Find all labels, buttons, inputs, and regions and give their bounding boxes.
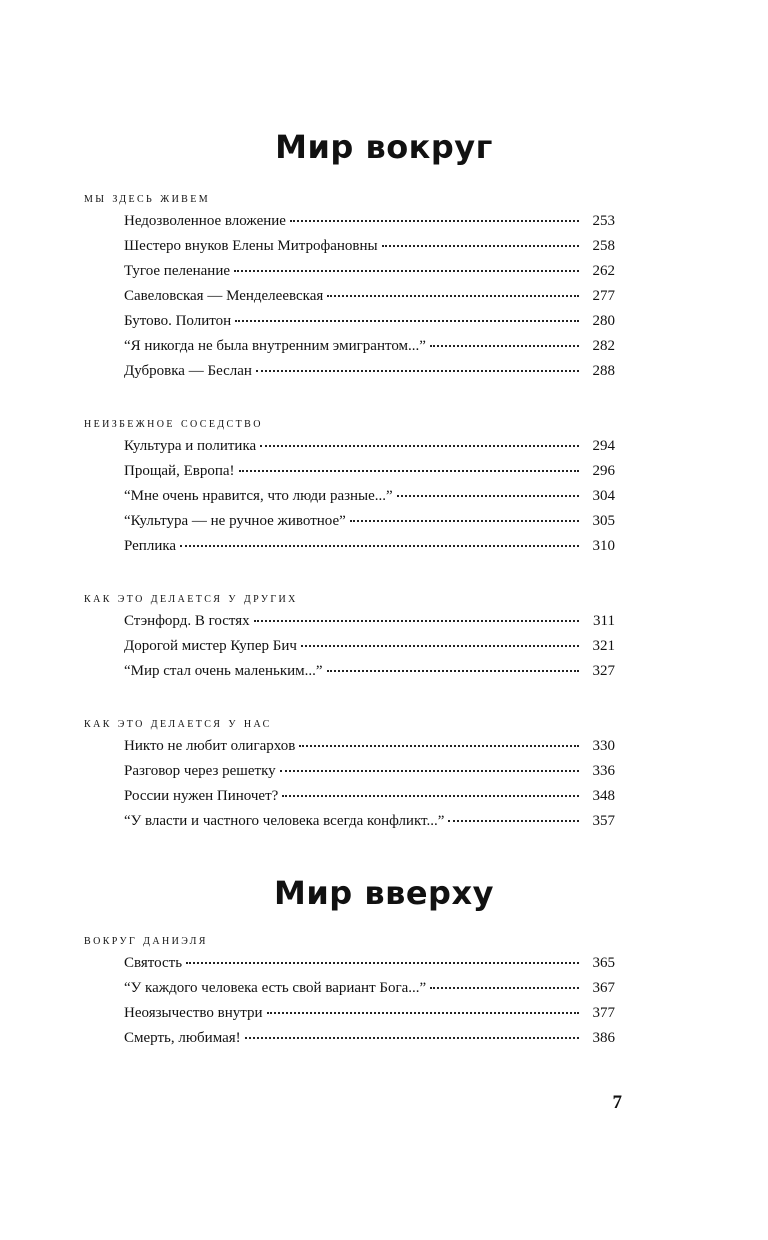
section-entries — [124, 613, 615, 688]
entry-page: 304 — [592, 488, 615, 504]
leader-dots — [448, 819, 579, 822]
entry-title: Неоязычество внутри — [124, 1005, 263, 1021]
leader-dots — [430, 344, 579, 347]
entry-title: Дорогой мистер Купер Бич — [124, 638, 297, 654]
entry-page: 282 — [592, 338, 615, 354]
toc-entry[interactable] — [124, 313, 615, 338]
leader-dots — [254, 619, 579, 622]
toc-entry[interactable] — [124, 638, 615, 663]
leader-dots — [290, 219, 579, 222]
entry-page: 288 — [592, 363, 615, 379]
toc-entry[interactable] — [124, 338, 615, 363]
toc-entry[interactable] — [124, 980, 615, 1005]
entry-page: 377 — [592, 1005, 615, 1021]
entry-page: 336 — [592, 763, 615, 779]
leader-dots — [186, 961, 579, 964]
leader-dots — [301, 644, 579, 647]
entry-page: 253 — [592, 213, 615, 229]
part-title-world-around: Мир вокруг — [275, 128, 493, 166]
section-title: мы здесь живем — [84, 190, 211, 206]
leader-dots — [282, 794, 579, 797]
entry-title: “Я никогда не была внутренним эмигрантом...” — [124, 338, 426, 354]
toc-entry[interactable] — [124, 263, 615, 288]
page-number: 7 — [612, 1092, 622, 1113]
section-entries — [124, 738, 615, 838]
toc-entry[interactable] — [124, 1005, 615, 1030]
leader-dots — [245, 1036, 579, 1039]
entry-page: 386 — [592, 1030, 615, 1046]
leader-dots — [234, 269, 579, 272]
entry-title: Реплика — [124, 538, 177, 554]
toc-entry[interactable] — [124, 238, 615, 263]
toc-entry[interactable] — [124, 738, 615, 763]
leader-dots — [382, 244, 579, 247]
leader-dots — [267, 1011, 579, 1014]
leader-dots — [256, 369, 579, 372]
leader-dots — [327, 669, 579, 672]
entry-title: России нужен Пиночет? — [124, 788, 279, 804]
toc-entry[interactable] — [124, 538, 615, 563]
entry-page: 348 — [592, 788, 615, 804]
entry-title: Культура и политика — [124, 438, 257, 454]
entry-page: 305 — [592, 513, 615, 529]
entry-page: 258 — [592, 238, 615, 254]
toc-entry[interactable] — [124, 363, 615, 388]
entry-title: Святость — [124, 955, 183, 971]
entry-page: 262 — [592, 263, 615, 279]
toc-entry[interactable] — [124, 813, 615, 838]
entry-page: 367 — [592, 980, 615, 996]
section-entries — [124, 438, 615, 563]
section-entries — [124, 955, 615, 1055]
entry-page: 280 — [592, 313, 615, 329]
entry-page: 296 — [592, 463, 615, 479]
section-title: как это делается у других — [84, 590, 298, 606]
toc-entry[interactable] — [124, 1030, 615, 1055]
section-title: вокруг даниэля — [84, 932, 208, 948]
leader-dots — [280, 769, 579, 772]
toc-entry[interactable] — [124, 488, 615, 513]
entry-page: 357 — [592, 813, 615, 829]
entry-title: Дубровка — Беслан — [124, 363, 252, 379]
entry-title: “Мир стал очень маленьким...” — [124, 663, 323, 679]
entry-title: “Культура — не ручное животное” — [124, 513, 346, 529]
entry-page: 365 — [592, 955, 615, 971]
leader-dots — [430, 986, 579, 989]
section-title: как это делается у нас — [84, 715, 272, 731]
toc-entry[interactable] — [124, 463, 615, 488]
leader-dots — [350, 519, 579, 522]
entry-title: Никто не любит олигархов — [124, 738, 296, 754]
entry-page: 294 — [592, 438, 615, 454]
entry-title: Смерть, любимая! — [124, 1030, 241, 1046]
section-entries — [124, 213, 615, 388]
section-title: неизбежное соседство — [84, 415, 263, 431]
toc-entry[interactable] — [124, 788, 615, 813]
toc-entry[interactable] — [124, 213, 615, 238]
entry-title: “У власти и частного человека всегда конфликт...” — [124, 813, 445, 829]
toc-entry[interactable] — [124, 613, 615, 638]
part-title-world-above: Мир вверху — [274, 874, 494, 912]
entry-title: Разговор через решетку — [124, 763, 276, 779]
entry-page: 330 — [592, 738, 615, 754]
toc-entry[interactable] — [124, 438, 615, 463]
entry-title: Тугое пеленание — [124, 263, 231, 279]
entry-page: 327 — [592, 663, 615, 679]
leader-dots — [299, 744, 579, 747]
entry-title: Недозволенное вложение — [124, 213, 286, 229]
entry-title: Прощай, Европа! — [124, 463, 235, 479]
entry-page: 277 — [592, 288, 615, 304]
entry-page: 311 — [593, 613, 615, 629]
entry-title: Бутово. Политон — [124, 313, 232, 329]
entry-title: “Мне очень нравится, что люди разные...” — [124, 488, 393, 504]
leader-dots — [235, 319, 579, 322]
leader-dots — [180, 544, 579, 547]
leader-dots — [327, 294, 579, 297]
leader-dots — [239, 469, 580, 472]
leader-dots — [260, 444, 579, 447]
entry-title: Шестеро внуков Елены Митрофановны — [124, 238, 378, 254]
entry-title: “У каждого человека есть свой вариант Бога...” — [124, 980, 427, 996]
entry-page: 310 — [592, 538, 615, 554]
toc-entry[interactable] — [124, 288, 615, 313]
toc-entry[interactable] — [124, 513, 615, 538]
toc-entry[interactable] — [124, 763, 615, 788]
toc-entry[interactable] — [124, 955, 615, 980]
entry-title: Савеловская — Менделеевская — [124, 288, 324, 304]
toc-entry[interactable] — [124, 663, 615, 688]
entry-page: 321 — [592, 638, 615, 654]
entry-title: Стэнфорд. В гостях — [124, 613, 250, 629]
leader-dots — [397, 494, 579, 497]
